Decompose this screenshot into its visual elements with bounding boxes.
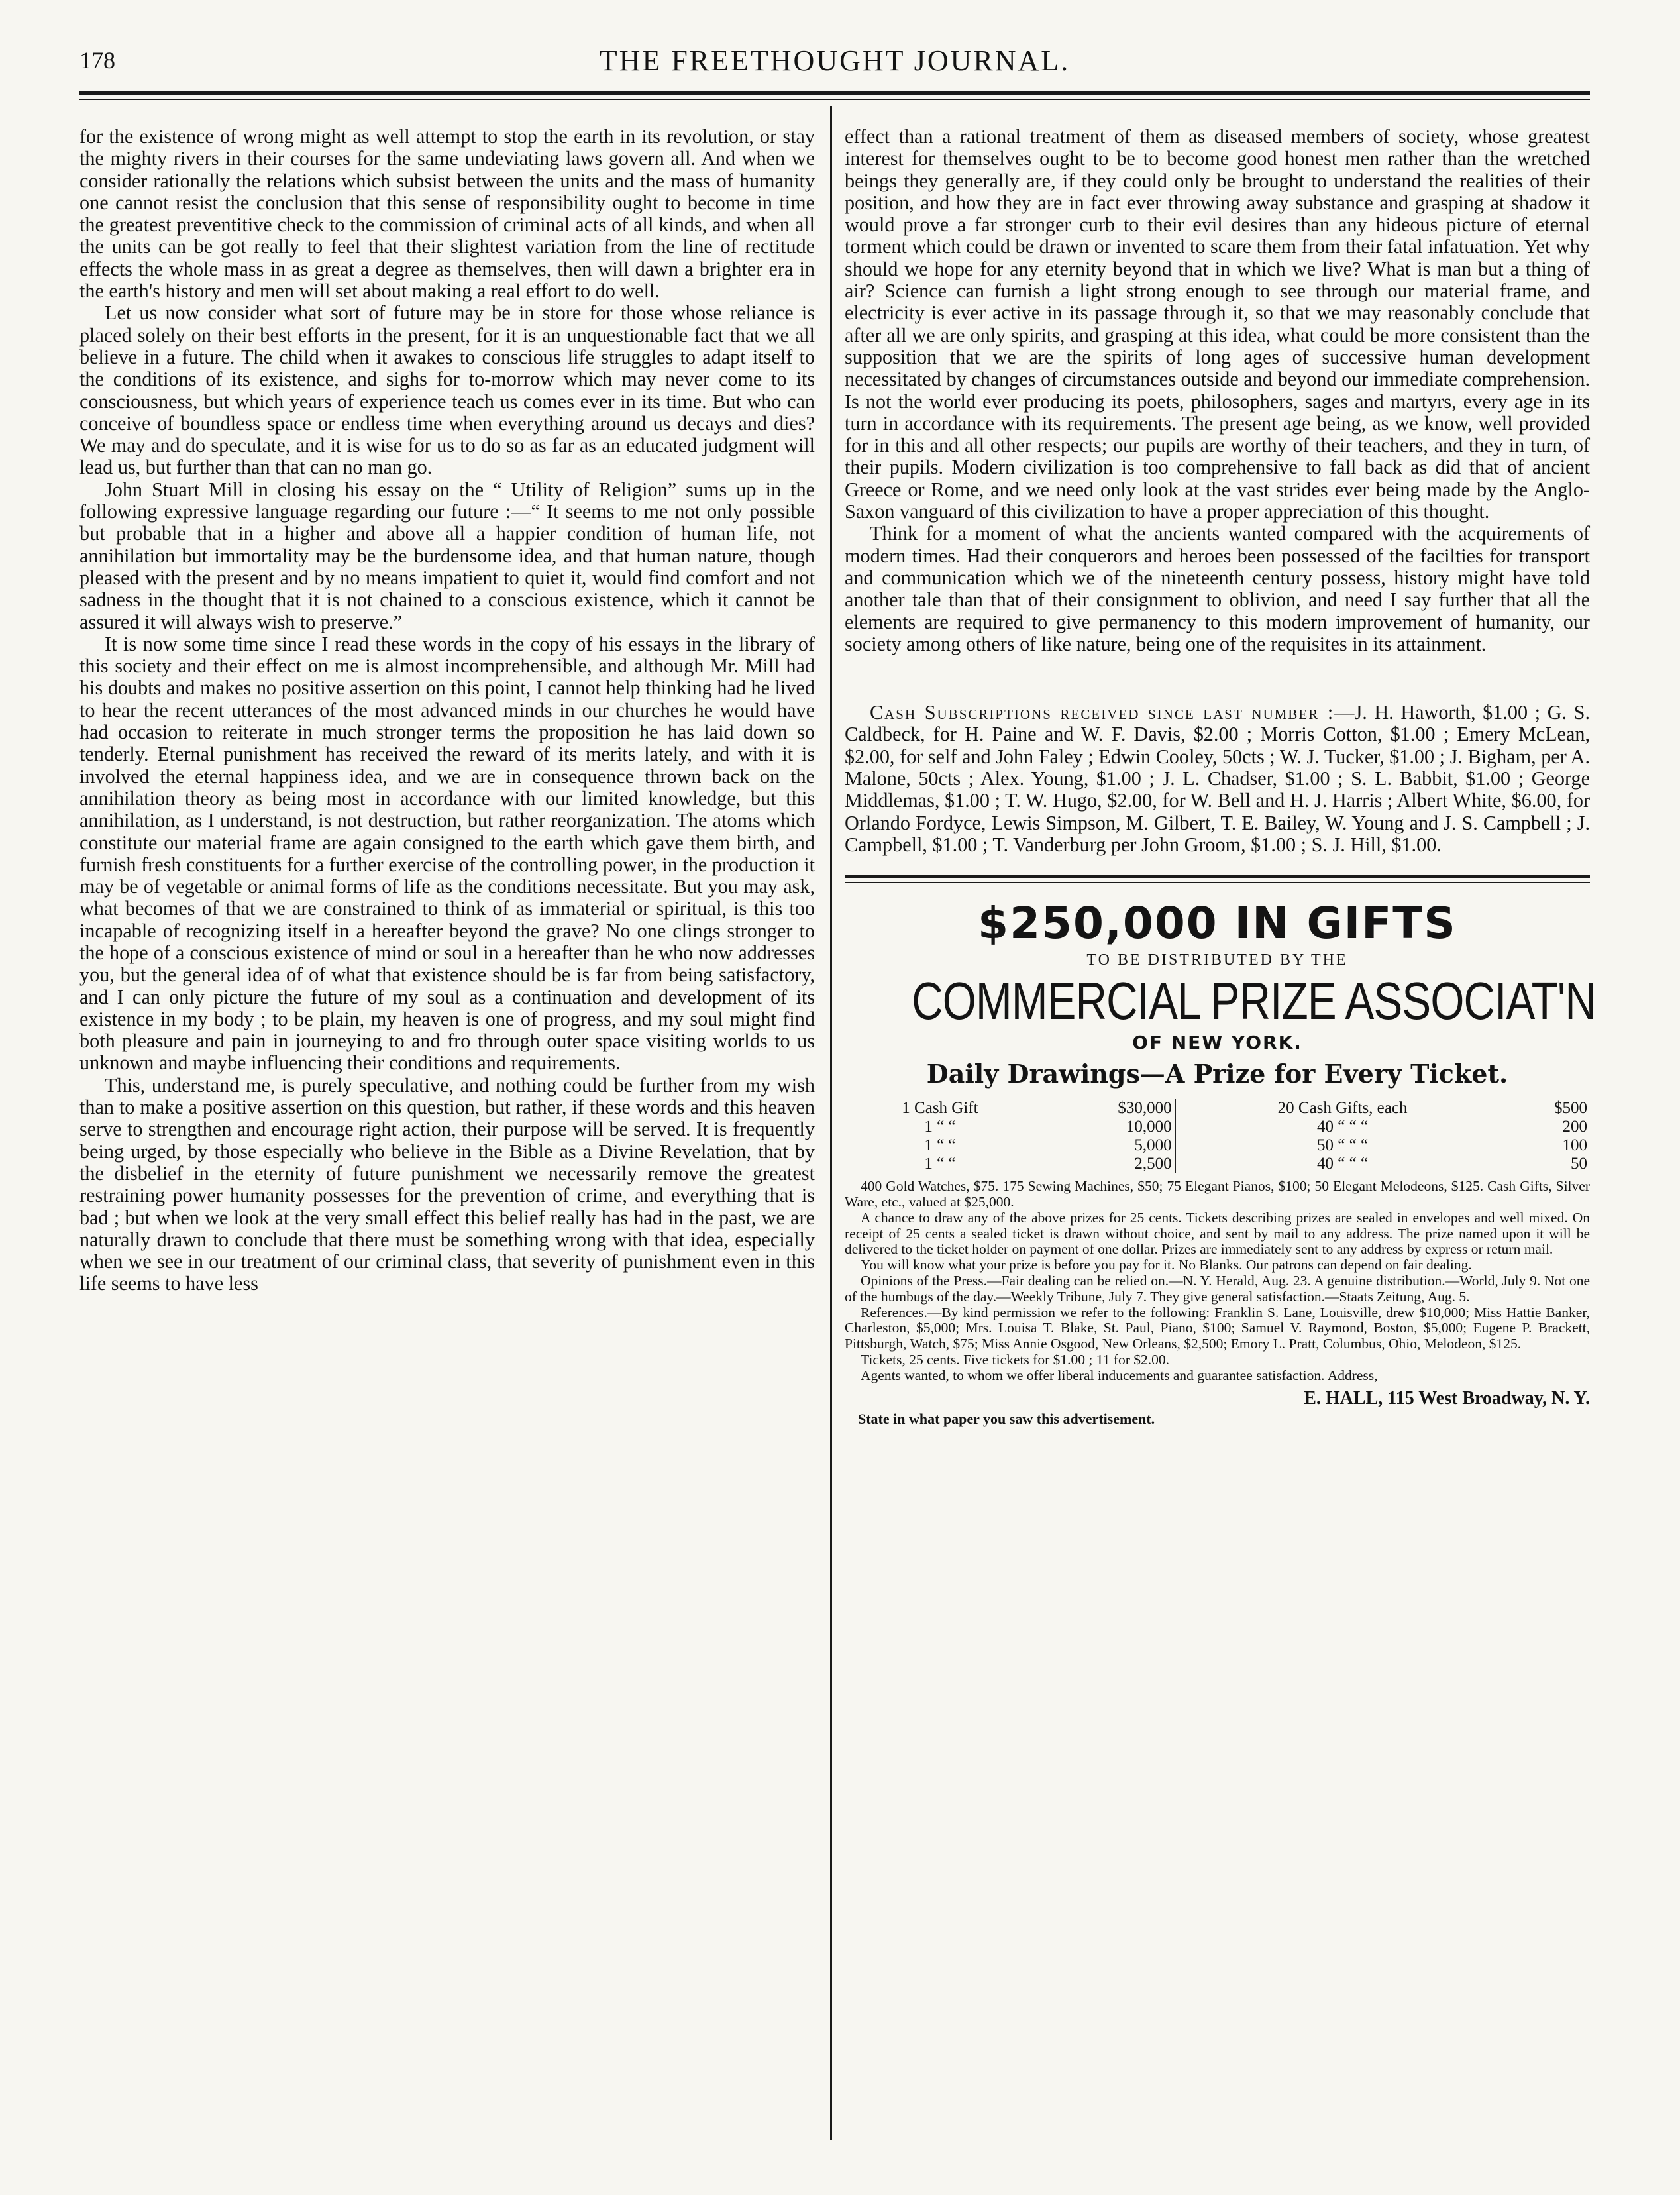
prize-right-amount: 50 — [1571, 1155, 1587, 1173]
page-number: 178 — [79, 47, 115, 74]
prize-left-amount: 2,500 — [1134, 1155, 1172, 1173]
article-paragraph: This, understand me, is purely speculative, and nothing could be further from my wish than to make a positive assertion on this question, but rather, if these words and this heaven serve to strengthen and encourage right action, their purpose will be served. It is frequently being urged, by those especially who believe in the Bible as a Divine Revelation, that by the disbelief in the eternity of future punishment we necessarily remove the greatest restraining power humanity possesses for the prevention of crime, and everything that is bad ; but when we look at the very small effect this belief really has had in the past, we are naturally drawn to conclude that there must be something wrong with that idea, especially when we see in our treatment of our criminal class, that severity of punishment even in this life seems to have less — [79, 1073, 815, 1295]
prize-right-label: 20 Cash Gifts, each — [1277, 1099, 1408, 1118]
column-divider — [830, 106, 832, 2140]
advertisement-rule-thin — [845, 882, 1590, 883]
subscriptions-list: —J. H. Haworth, $1.00 ; G. S. Caldbeck, for H. Paine and W. F. Davis, $2.00 ; Morris Cotton, $1.00 ; Emery McLean, $2.00, for self and John Faley ; Edwin Cooley, 50cts ; W. J. Tucker, $1.00 ; J. Bigham, per A. Malone, 50cts ; Alex. Young, $1.00 ; J. L. Chadser, $1.00 ; S. L. Babbit, $1.00 ; George Middlemas, $1.00 ; T. W. Hugo, $2.00, for W. Bell and H. J. Harris ; Albert White, $6.00, for Orlando Fordyce, Lewis Simpson, M. Gilbert, T. E. Bailey, W. Young and J. S. Campbell ; J. Campbell, $1.00 ; T. Vanderburg per John Groom, $1.00 ; S. J. Hill, $1.00. — [845, 701, 1590, 856]
subscriptions-heading: Cash Subscriptions received since last number : — [870, 701, 1335, 724]
ad-fine-print — [845, 1179, 1590, 1383]
ad-contact-address: E. HALL, 115 West Broadway, N. Y. — [1304, 1387, 1590, 1409]
prize-left-label: 1 Cash Gift — [902, 1099, 978, 1118]
left-column — [79, 126, 815, 1295]
article-paragraph: It is now some time since I read these words in the copy of his essays in the library of this society and their effect on me is almost incomprehensible, and although Mr. Mill had his doubts and makes no positive assertion on this point, I cannot help thinking had he lived to hear the recent utterances of the most advanced minds in our churches he would have had occasion to reiterate in much stronger terms the proposition he has laid down so tenderly. Eternal punishment has received the reward of its merits lately, and with it is involved the eternal happiness idea, and we are in consequence thrown back on the annihilation theory as being most in accordance with our limited knowledge, but this annihilation, as I understand, is not destruction, but rather reorganization. The atoms which constitute our material frame are again consigned to the earth which gave them birth, and furnish fresh constituents for a further exercise of the controlling power, in the production it may be of vegetable or animal forms of life as the conditions necessitate. But you may ask, what becomes of that we are constrained to think of as immaterial or spiritual, is this too incapable of recognizing itself in a hereafter beyond the grave? No one clings stronger to the hope of a conscious existence of mind or soul in a hereafter than he who now addresses you, but the general idea of of what that existence should be is far from being satisfactory, and I can only picture the future of my soul as a continuation and development of its existence in my body ; to be plain, my heaven is one of progress, and my soul might find both pleasure and pain in journeying to and fro through outer space visiting worlds to us unknown and maybe influencing their conditions and requirements. — [79, 632, 815, 1075]
article-paragraph: for the existence of wrong might as well attempt to stop the earth in its revolution, or stay the mighty rivers in their courses for the same undeviating laws govern all. And when we consider rationally the relations which subsist between the units and the mass of humanity one cannot resist the conclusion that this sense of responsibility ought to become in time the greatest preventitive check to the commission of criminal acts of all kinds, and when all the units can be got really to feel that their slightest variation from the line of rectitude effects the whole mass in as great a degree as themselves, then will dawn a brighter era in the earth's history and men will set about making a real effort to do well. — [79, 125, 815, 303]
article-paragraph: John Stuart Mill in closing his essay on the “ Utility of Religion” sums up in the following expressive language regarding our future :—“ It seems to me not only possible but probable that in a higher and above all a happier condition of human life, not annihilation but immortality may be the burdensome idea, and that human nature, though pleased with the present and by no means impatient to quiet it, would find comfort and not sadness in the thought that it is not chained to a conscious existence, which it cannot be assured it will always wish to preserve.” — [79, 478, 815, 633]
right-column — [845, 125, 1597, 1428]
prize-separator — [1175, 1118, 1185, 1136]
prize-separator — [1175, 1099, 1185, 1118]
ad-tagline: Daily Drawings—A Prize for Every Ticket. — [926, 1059, 1508, 1089]
ad-company-name: COMMERCIAL PRIZE ASSOCIAT'N — [912, 971, 1597, 1031]
prize-separator — [1175, 1136, 1185, 1155]
article-paragraph: Let us now consider what sort of future may be in store for those whose reliance is placed solely on their best efforts in the present, for it is an unquestionable fact that we all believe in a future. The child when it awakes to conscious life struggles to adapt itself to the conditions of its existence, and sighs for to-morrow which may never come to its consciousness, but which years of experience teach us comes ever in its time. But who can conceive of boundless space or endless time when everything around us decays and dies? We may and do speculate, and it is wise for us to do so as far as an educated judgment will lead us, but further than that can no man go. — [79, 301, 815, 479]
prize-separator — [1175, 1155, 1185, 1173]
ad-subheading: TO BE DISTRIBUTED BY THE — [1086, 951, 1348, 969]
header-rule-thick — [79, 91, 1590, 95]
prize-left-amount: $30,000 — [1118, 1099, 1172, 1118]
page-header — [79, 41, 1590, 87]
prize-table — [845, 1099, 1590, 1173]
prize-left-label: 1 “ “ — [924, 1118, 956, 1136]
ad-location: OF NEW YORK. — [1132, 1032, 1302, 1054]
ad-headline: $250,000 IN GIFTS — [978, 898, 1457, 949]
ad-fine-print-paragraph: You will know what your prize is before you pay for it. No Blanks. Our patrons can depend on fair dealing. — [861, 1257, 1472, 1273]
header-rule-thin — [79, 99, 1590, 100]
prize-left-label: 1 “ “ — [924, 1155, 956, 1173]
ad-fine-print-paragraph: Agents wanted, to whom we offer liberal inducements and guarantee satisfaction. Address, — [861, 1367, 1378, 1383]
prize-right-amount: 100 — [1562, 1136, 1587, 1155]
advertisement — [845, 898, 1597, 1427]
prize-right-amount: 200 — [1562, 1118, 1587, 1136]
article-paragraph: Think for a moment of what the ancients wanted compared with the acquirements of modern times. Had their conquerors and heroes been possessed of the facilties for transport and communication which we of the nineteenth century possess, history might have told another tale than that of their consignment to oblivion, and need I say further that all the elements are required to give permanency to this modern improvement of humanity, our society among others of like nature, being one of the requisites in its attainment. — [845, 522, 1590, 655]
prize-right-label: 40 “ “ “ — [1317, 1118, 1369, 1136]
prize-row — [845, 1099, 1590, 1118]
prize-row — [845, 1136, 1590, 1155]
prize-left-amount: 5,000 — [1134, 1136, 1172, 1155]
journal-title: THE FREETHOUGHT JOURNAL. — [599, 44, 1071, 77]
article-paragraph: effect than a rational treatment of them as diseased members of society, whose greatest interest for themselves ought to be to become good honest men rather than the wretched beings they generally are, if they could only be brought to understand the realities of their position, and how they are in fact ever throwing away substance and grasping at shadow it would prove a far stronger curb to their evil desires than any hideous picture of eternal torment which could be drawn or invented to scare them from their fatal infatuation. Yet why should we hope for any eternity beyond that in which we live? What is man but a thing of air? Science can furnish a light strong enough to see through our material frame, and electricity is ever active in its passage through it, so that we may reasonably conclude that after all we are only spirits, and grasping at this idea, what could be more consistent than the supposition that we are the spirits of long ages of successive human development necessitated by changes of circumstances outside and beyond our immediate comprehension. Is not the world ever producing its poets, philosophers, sages and martyrs, every age in its turn in accordance with its requirements. The present age being, as we know, well provided for in this and all other respects; our pupils are worthy of their teachers, and they in turn, of their pupils. Modern civilization is too comprehensive to fall back as did that of ancient Greece or Rome, and we need only look at the vast strides ever being made by the Anglo-Saxon vanguard of this civilization to have a proper appreciation of this thought. — [845, 125, 1590, 523]
prize-right-amount: $500 — [1554, 1099, 1587, 1118]
prize-left-label: 1 “ “ — [924, 1136, 956, 1155]
ad-fine-print-paragraph: Opinions of the Press.—Fair dealing can be relied on.—N. Y. Herald, Aug. 23. A genuine distribution.—World, July 9. Not one of the humbugs of the day.—Weekly Tribune, July 7. They give general satisfaction.—Staats Zeitung, Aug. 5. — [845, 1272, 1590, 1305]
ad-fine-print-paragraph: A chance to draw any of the above prizes for 25 cents. Tickets describing prizes are sealed in envelopes and well mixed. On receipt of 25 cents a sealed ticket is drawn without choice, and sent by mail to any address. The prize named upon it will be delivered to the ticket holder on payment of one dollar. Prizes are immediately sent to any address by express or return mail. — [845, 1209, 1590, 1258]
advertisement-rule-thick — [845, 875, 1590, 878]
ad-fine-print-paragraph: References.—By kind permission we refer to the following: Franklin S. Lane, Louisville, drew $10,000; Miss Hattie Banker, Charleston, $5,000; Mrs. Louisa T. Blake, St. Paul, Piano, $100; Samuel V. Raymond, Boston, $5,000; Eugene P. Brackett, Pittsburgh, Watch, $75; Miss Annie Osgood, New Orleans, $2,500; Emory L. Pratt, Columbus, Ohio, Melodeon, $125. — [845, 1304, 1590, 1352]
cash-subscriptions — [845, 702, 1590, 856]
prize-right-label: 50 “ “ “ — [1317, 1136, 1369, 1155]
prize-row — [845, 1155, 1590, 1173]
ad-fine-print-paragraph: 400 Gold Watches, $75. 175 Sewing Machines, $50; 75 Elegant Pianos, $100; 50 Elegant Melodeons, $125. Cash Gifts, Silver Ware, etc., valued at $25,000. — [845, 1178, 1590, 1210]
ad-footnote: State in what paper you saw this advertisement. — [858, 1410, 1155, 1427]
prize-right-label: 40 “ “ “ — [1317, 1155, 1369, 1173]
prize-left-amount: 10,000 — [1126, 1118, 1172, 1136]
ad-fine-print-paragraph: Tickets, 25 cents. Five tickets for $1.00 ; 11 for $2.00. — [861, 1351, 1169, 1367]
prize-row — [845, 1118, 1590, 1136]
